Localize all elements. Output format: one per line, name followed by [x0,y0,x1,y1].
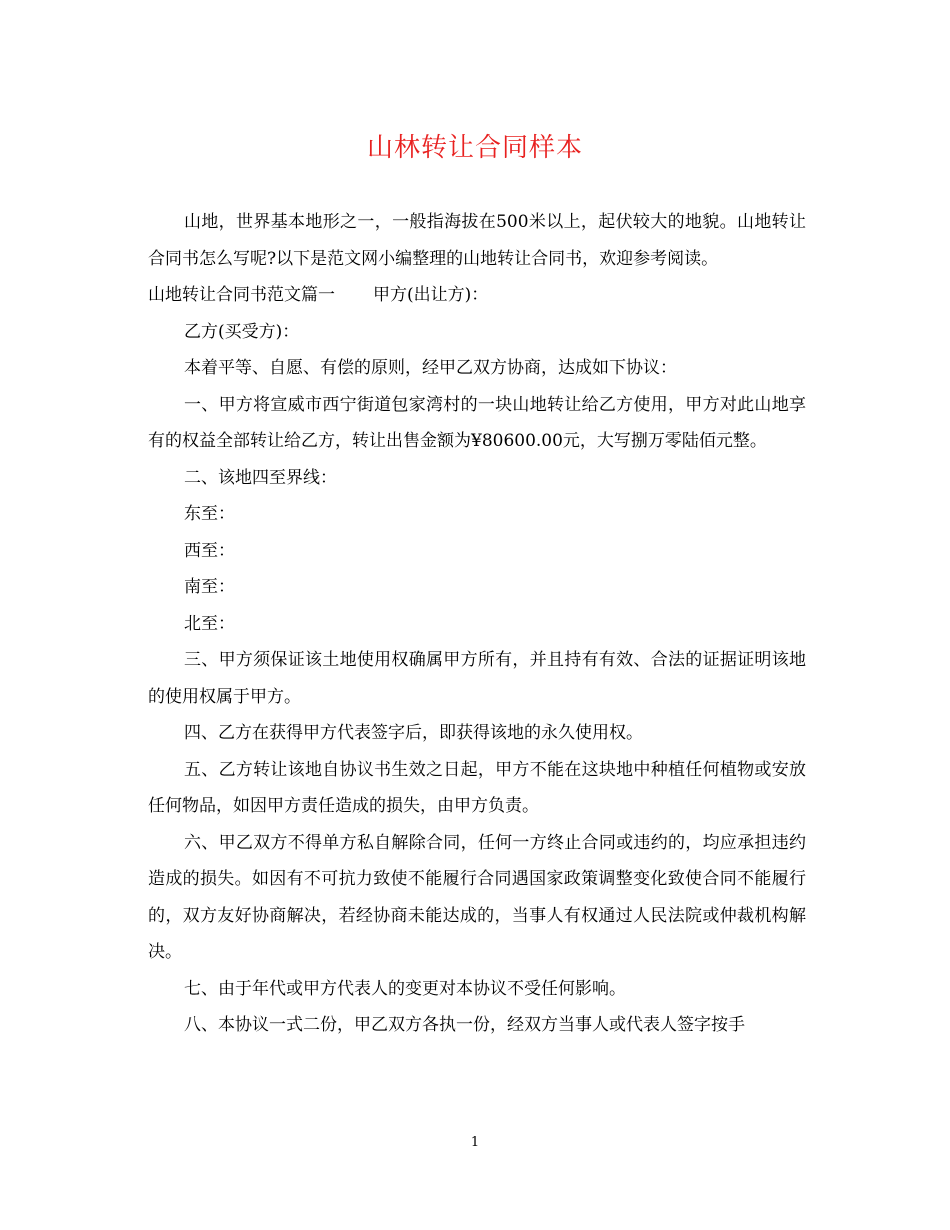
clause-8: 八、本协议一式二份，甲乙双方各执一份，经双方当事人或代表人签字按手 [184,1015,745,1035]
page-number: 1 [470,1135,480,1150]
document-body [148,204,806,1044]
boundary-north: 北至： [184,613,235,634]
clause-2: 二、该地四至界线： [184,467,337,488]
section-heading-line [148,277,806,314]
party-b-label: 乙方(买受方)： [184,321,300,342]
clause-5: 五、乙方转让该地自协议书生效之日起，甲方不能在这块地中种植任何植物或安放任何物品，如因甲方责任造成的损失，由甲方负责。 [148,759,806,816]
boundary-east: 东至： [184,504,235,524]
preamble-paragraph: 本着平等、自愿、有偿的原则，经甲乙双方协商，达成如下协议： [184,358,677,378]
clause-3: 三、甲方须保证该土地使用权确属甲方所有，并且持有有效、合法的证据证明该地的使用权属于甲方。 [148,650,806,707]
section-heading: 山地转让合同书范文篇一 [148,285,335,305]
intro-paragraph: 山地，世界基本地形之一，一般指海拔在500米以上，起伏较大的地貌。山地转让合同书怎么写呢?以下是范文网小编整理的山地转让合同书，欢迎参考阅读。 [148,212,806,269]
boundary-west: 西至： [184,540,235,561]
clause-4: 四、乙方在获得甲方代表签字后，即获得该地的永久使用权。 [184,723,643,743]
boundary-south: 南至： [184,577,235,597]
party-a-label: 甲方(出让方)： [373,285,489,305]
clause-1: 一、甲方将宣威市西宁街道包家湾村的一块山地转让给乙方使用，甲方对此山地享有的权益全部转让给乙方，转让出售金额为¥80600.00元，大写捌万零陆佰元整。 [148,394,806,451]
clause-7: 七、由于年代或甲方代表人的变更对本协议不受任何影响。 [184,978,626,999]
clause-6: 六、甲乙双方不得单方私自解除合同，任何一方终止合同或违约的，均应承担违约造成的损失。如因有不可抗力致使不能履行合同遇国家政策调整变化致使合同不能履行的，双方友好协商解决，若经协商未能达成的，当事人有权通过人民法院或仲裁机构解决。 [148,832,806,962]
document-title: 山林转让合同样本 [366,133,583,163]
